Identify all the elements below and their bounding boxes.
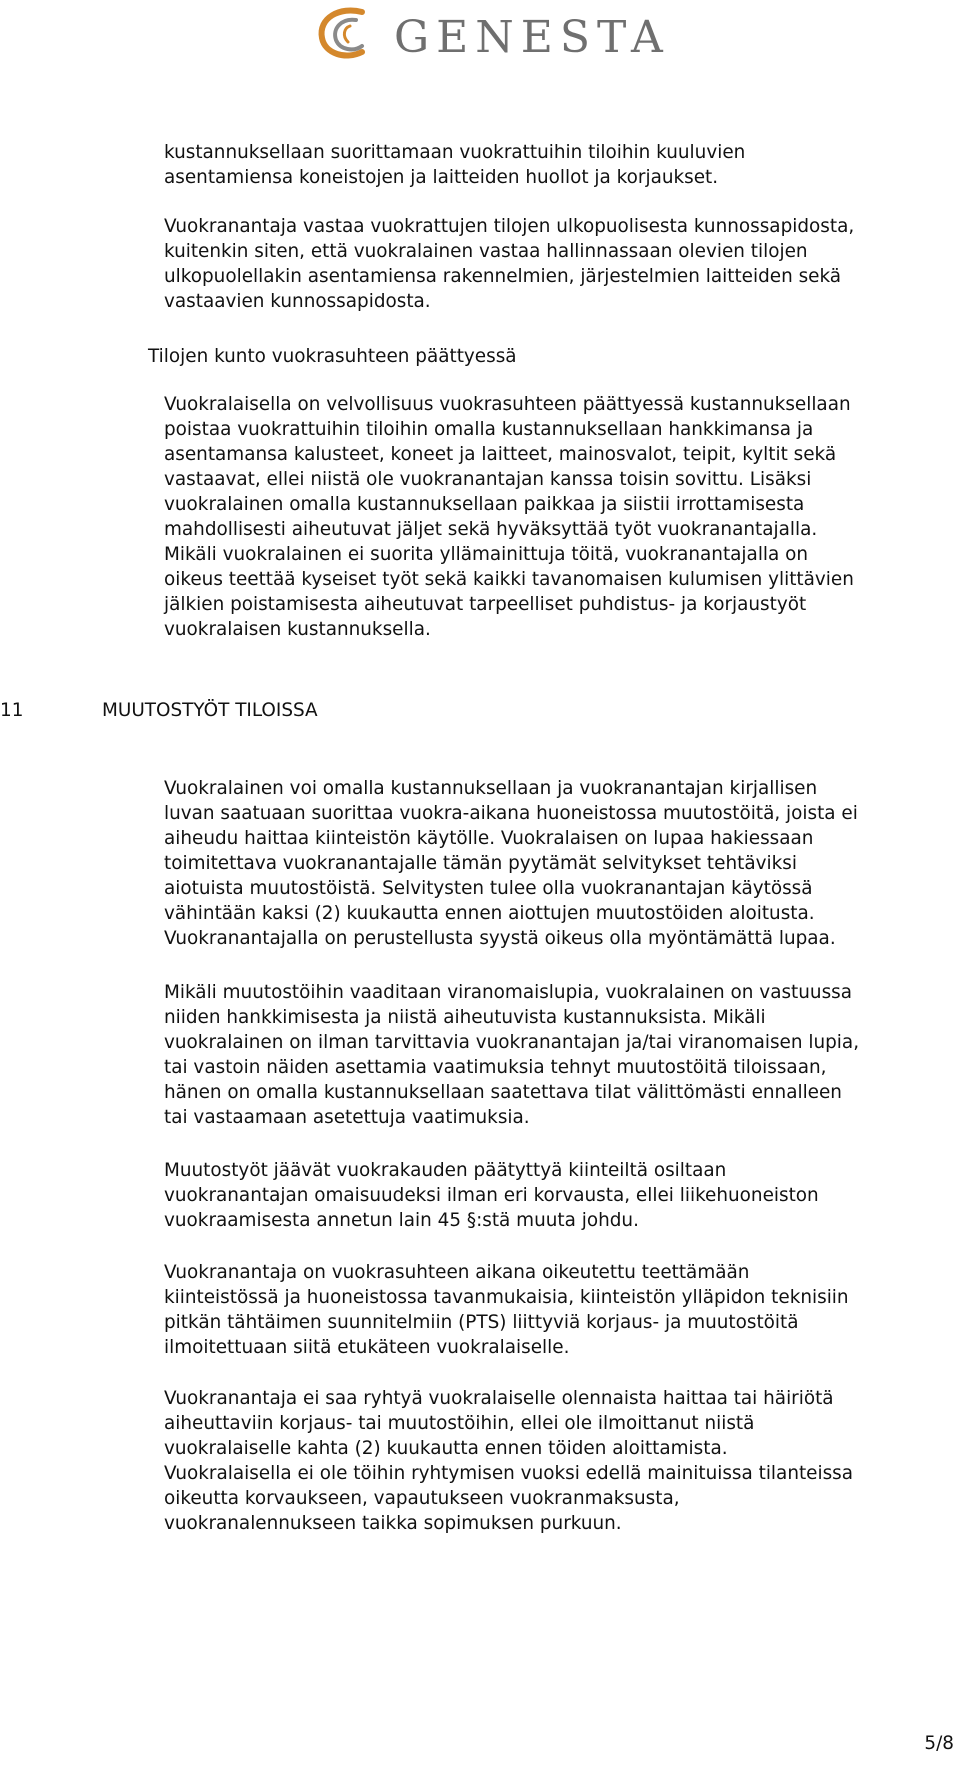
text-line: vuokralainen on ilman tarvittavia vuokranantajan ja/tai viranomaisen lupia, — [164, 1032, 860, 1053]
subheading: Tilojen kunto vuokrasuhteen päättyessä — [148, 346, 517, 367]
text-line: vuokralaiselle kahta (2) kuukautta ennen töiden aloittamista. — [164, 1438, 728, 1459]
text-line: Vuokranantajalla on perustellusta syystä oikeus olla myöntämättä lupaa. — [164, 928, 836, 949]
text-line: hänen on omalla kustannuksellaan saatettava tilat välittömästi ennalleen — [164, 1082, 842, 1103]
permits-paragraph — [164, 980, 859, 1130]
text-line: Mikäli vuokralainen ei suorita yllämainittuja töitä, vuokranantajalla on — [164, 544, 809, 565]
text-line: tai vastoin näiden asettamia vaatimuksia tehnyt muutostöitä tiloissaan, — [164, 1057, 827, 1078]
text-line: asentamansa kalusteet, koneet ja laitteet, mainosvalot, teipit, kyltit sekä — [164, 444, 837, 465]
text-line: luvan saatuaan suorittaa vuokra-aikana huoneistossa muutostöitä, joista ei — [164, 803, 858, 824]
text-line: aiotuista muutostöistä. Selvitysten tulee olla vuokranantajan käytössä — [164, 878, 813, 899]
text-line: ilmoitettuaan siitä etukäteen vuokralaiselle. — [164, 1337, 570, 1358]
text-line: Vuokralaisella on velvollisuus vuokrasuhteen päättyessä kustannuksellaan — [164, 394, 851, 415]
text-line: vastaavien kunnossapidosta. — [164, 291, 431, 312]
text-line: kustannuksellaan suorittamaan vuokrattuihin tiloihin kuuluvien — [164, 142, 746, 163]
text-line: mahdollisesti aiheutuvat jäljet sekä hyväksyttää työt vuokranantajalla. — [164, 519, 818, 540]
text-line: toimitettava vuokranantajalle tämän pyytämät selvitykset tehtäviksi — [164, 853, 797, 874]
landlord-works-paragraph — [164, 1260, 849, 1360]
text-line: Vuokranantaja on vuokrasuhteen aikana oikeutettu teettämään — [164, 1262, 750, 1283]
logo-wordmark: GENESTA — [394, 12, 670, 63]
property-paragraph — [164, 1158, 819, 1233]
genesta-logo — [310, 4, 705, 64]
text-line: ulkopuolellakin asentamiensa rakennelmien, järjestelmien laitteiden sekä — [164, 266, 842, 287]
text-line: vuokranantajan omaisuudeksi ilman eri korvausta, ellei liikehuoneiston — [164, 1185, 819, 1206]
text-line: oikeutta korvaukseen, vapautukseen vuokranmaksusta, — [164, 1488, 680, 1509]
text-line: Mikäli muutostöihin vaaditaan viranomaislupia, vuokralainen on vastuussa — [164, 982, 852, 1003]
section-number: 11 — [0, 700, 24, 721]
text-line: Vuokralaisella ei ole töihin ryhtymisen vuoksi edellä mainituissa tilanteissa — [164, 1463, 854, 1484]
logo-swirl-icon — [310, 4, 390, 64]
text-line: Vuokralainen voi omalla kustannuksellaan ja vuokranantajan kirjallisen — [164, 778, 818, 799]
text-line: aiheudu haittaa kiinteistön käytölle. Vuokralaisen on lupaa hakiessaan — [164, 828, 814, 849]
text-line: oikeus teettää kyseiset työt sekä kaikki tavanomaisen kulumisen ylittävien — [164, 569, 854, 590]
text-line: Muutostyöt jäävät vuokrakauden päätyttyä kiinteiltä osiltaan — [164, 1160, 727, 1181]
section-title: MUUTOSTYÖT TILOISSA — [102, 700, 318, 721]
text-line: vastaavat, ellei niistä ole vuokranantajan kanssa toisin sovittu. Lisäksi — [164, 469, 812, 490]
text-line: jälkien poistamisesta aiheutuvat tarpeelliset puhdistus- ja korjaustyöt — [164, 594, 807, 615]
alterations-paragraph — [164, 776, 858, 951]
text-line: asentamiensa koneistojen ja laitteiden huollot ja korjaukset. — [164, 167, 719, 188]
text-line: niiden hankkimisesta ja niistä aiheutuvista kustannuksista. Mikäli — [164, 1007, 766, 1028]
text-line: Vuokranantaja vastaa vuokrattujen tilojen ulkopuolisesta kunnossapidosta, — [164, 216, 855, 237]
text-line: kiinteistössä ja huoneistossa tavanmukaisia, kiinteistön ylläpidon teknisiin — [164, 1287, 849, 1308]
page-number: 5/8 — [924, 1733, 954, 1754]
text-line: Vuokranantaja ei saa ryhtyä vuokralaiselle olennaista haittaa tai häiriötä — [164, 1388, 834, 1409]
text-line: vuokralainen omalla kustannuksellaan paikkaa ja siistii irrottamisesta — [164, 494, 805, 515]
exterior-maintenance-paragraph — [164, 214, 854, 314]
notice-paragraph — [164, 1386, 853, 1536]
text-line: kuitenkin siten, että vuokralainen vastaa hallinnassaan olevien tilojen — [164, 241, 808, 262]
text-line: poistaa vuokrattuihin tiloihin omalla kustannuksellaan hankkimansa ja — [164, 419, 814, 440]
text-line: vuokraamisesta annetun lain 45 §:stä muuta johdu. — [164, 1210, 639, 1231]
text-line: vähintään kaksi (2) kuukautta ennen aiottujen muutostöiden aloitusta. — [164, 903, 815, 924]
end-condition-paragraph — [164, 392, 854, 642]
text-line: pitkän tähtäimen suunnitelmiin (PTS) liittyviä korjaus- ja muutostöitä — [164, 1312, 799, 1333]
text-line: aiheuttaviin korjaus- tai muutostöihin, ellei ole ilmoittanut niistä — [164, 1413, 755, 1434]
intro-paragraph — [164, 140, 745, 190]
text-line: vuokranalennukseen taikka sopimuksen purkuun. — [164, 1513, 622, 1534]
text-line: tai vastaamaan asetettuja vaatimuksia. — [164, 1107, 530, 1128]
text-line: vuokralaisen kustannuksella. — [164, 619, 431, 640]
